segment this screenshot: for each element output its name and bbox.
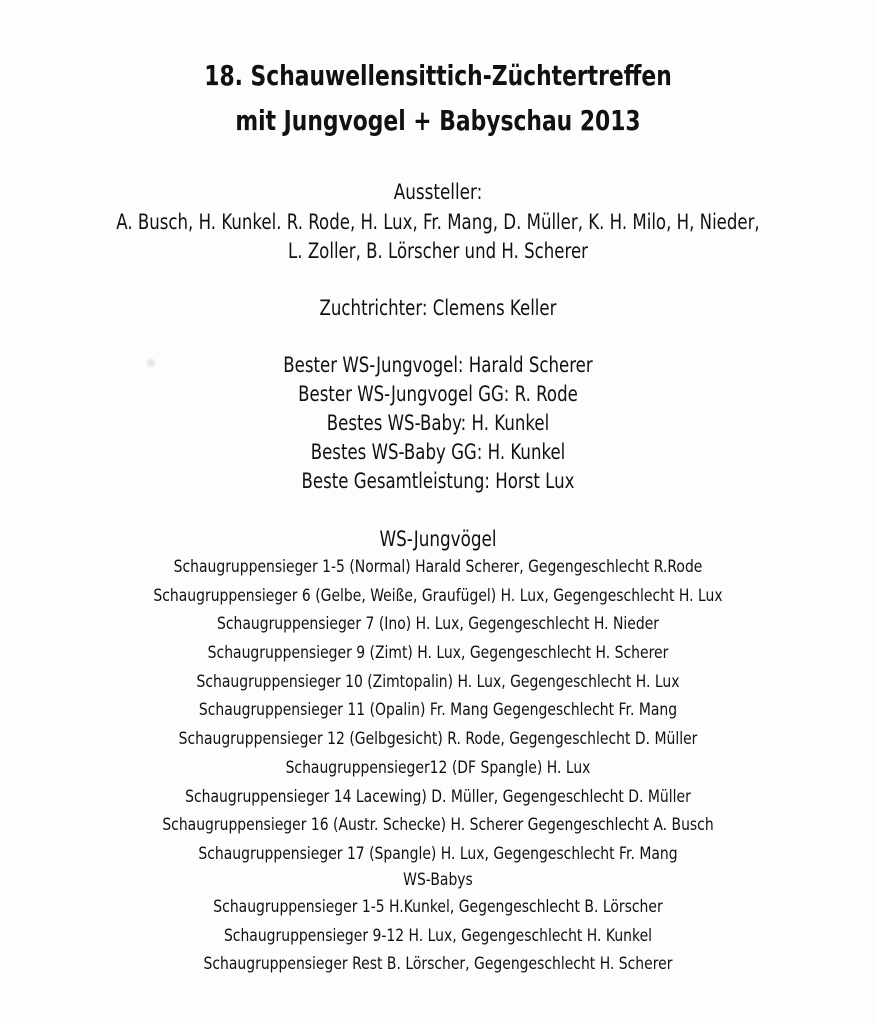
- result-line: Schaugruppensieger 9 (Zimt) H. Lux, Gegengeschlecht H. Scherer: [207, 643, 669, 663]
- result-line: Schaugruppensieger 12 (Gelbgesicht) R. Rode, Gegengeschlecht D. Müller: [178, 729, 698, 749]
- babys-heading: WS-Babys: [403, 870, 473, 890]
- result-line: Schaugruppensieger 9-12 H. Lux, Gegengeschlecht H. Kunkel: [223, 926, 653, 946]
- result-line: Schaugruppensieger 1-5 H.Kunkel, Gegengeschlecht B. Lörscher: [213, 897, 663, 917]
- award-line: Bester WS-Jungvogel GG: R. Rode: [298, 382, 578, 406]
- result-line: Schaugruppensieger 16 (Austr. Schecke) H. Scherer Gegengeschlecht A. Busch: [162, 815, 714, 835]
- result-line: Schaugruppensieger12 (DF Spangle) H. Lux: [285, 758, 591, 778]
- document-title-line-2: mit Jungvogel + Babyschau 2013: [235, 104, 641, 137]
- result-line: Schaugruppensieger 11 (Opalin) Fr. Mang Gegengeschlecht Fr. Mang: [198, 700, 678, 720]
- document-title-line-1: 18. Schauwellensittich-Züchtertreffen: [204, 59, 672, 92]
- result-line: Schaugruppensieger 14 Lacewing) D. Müller, Gegengeschlecht D. Müller: [185, 787, 691, 807]
- jungvoegel-heading: WS-Jungvögel: [379, 527, 497, 551]
- award-line: Bestes WS-Baby: H. Kunkel: [326, 411, 550, 435]
- result-line: Schaugruppensieger 7 (Ino) H. Lux, Gegengeschlecht H. Nieder: [216, 614, 660, 634]
- exhibitors-heading: Aussteller:: [393, 180, 483, 204]
- award-line: Bestes WS-Baby GG: H. Kunkel: [310, 440, 566, 464]
- result-line: Schaugruppensieger 1-5 (Normal) Harald Scherer, Gegengeschlecht R.Rode: [173, 557, 703, 577]
- exhibitors-line-2: L. Zoller, B. Lörscher und H. Scherer: [288, 239, 588, 263]
- result-line: Schaugruppensieger 6 (Gelbe, Weiße, Graufügel) H. Lux, Gegengeschlecht H. Lux: [153, 586, 723, 606]
- judge-line: Zuchtrichter: Clemens Keller: [319, 296, 557, 320]
- result-line: Schaugruppensieger 10 (Zimtopalin) H. Lux, Gegengeschlecht H. Lux: [196, 672, 680, 692]
- result-line: Schaugruppensieger Rest B. Lörscher, Gegengeschlecht H. Scherer: [203, 954, 673, 974]
- result-line: Schaugruppensieger 17 (Spangle) H. Lux, Gegengeschlecht Fr. Mang: [198, 844, 678, 864]
- award-line: Beste Gesamtleistung: Horst Lux: [301, 469, 575, 493]
- award-line: Bester WS-Jungvogel: Harald Scherer: [283, 353, 593, 377]
- exhibitors-line-1: A. Busch, H. Kunkel. R. Rode, H. Lux, Fr. Mang, D. Müller, K. H. Milo, H, Nieder,: [116, 210, 760, 234]
